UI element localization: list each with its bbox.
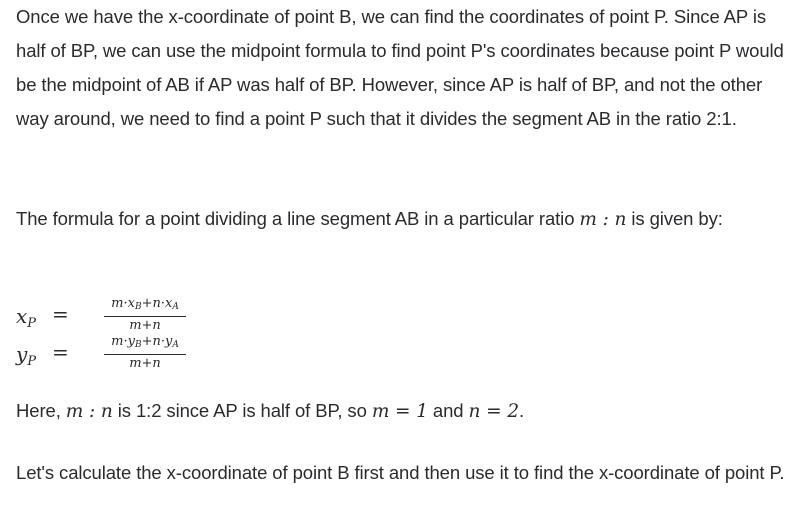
fraction-bar: [104, 316, 186, 317]
inline-math-m-value: m = 1: [371, 401, 428, 422]
inline-math-n-value: n = 2: [468, 401, 519, 422]
numerator: $m\cdot x_B+n\cdot x_A$: [111, 296, 179, 312]
equation-lhs: $x_P$: [16, 304, 37, 331]
paragraph-midpoint-explanation: Once we have the x-coordinate of point B, we can find the coordinates of point P. Since AP is half of BP, we can use the midpoint formula to find point P's coordinates because point P would be the midpoint of AB if AP was half of BP. However, since AP is half of BP, and not the other way around, we need to find a point P such that it divides the segment AB in the ratio 2:1.: [16, 6, 784, 129]
fraction: [100, 334, 190, 371]
denominator: m+n: [129, 318, 161, 333]
inline-math-ratio: m : n: [579, 209, 627, 230]
text: is given by:: [626, 208, 723, 229]
denominator: m+n: [129, 356, 161, 371]
section-formula-equations: [16, 296, 316, 376]
equals-sign: =: [52, 302, 69, 326]
equals-sign: =: [52, 340, 69, 364]
text: and: [427, 400, 469, 421]
paragraph-next-step: Let's calculate the x-coordinate of point B first and then use it to find the x-coordinate of point P.: [16, 462, 785, 483]
inline-math-ratio: m : n: [65, 401, 113, 422]
fraction: [100, 296, 190, 333]
fraction-bar: [104, 354, 186, 355]
equation-lhs: $y_P$: [16, 342, 37, 369]
paragraph-ratio-formula-intro: [16, 202, 723, 237]
equation-y-p: [16, 334, 316, 374]
numerator: $m\cdot y_B+n\cdot y_A$: [111, 334, 179, 350]
text: is 1:2 since AP is half of BP, so: [112, 400, 372, 421]
text: .: [519, 400, 525, 421]
text: Here,: [16, 400, 66, 421]
text: The formula for a point dividing a line segment AB in a particular ratio: [16, 208, 580, 229]
paragraph-ratio-values: [16, 394, 524, 429]
equation-x-p: [16, 296, 316, 336]
